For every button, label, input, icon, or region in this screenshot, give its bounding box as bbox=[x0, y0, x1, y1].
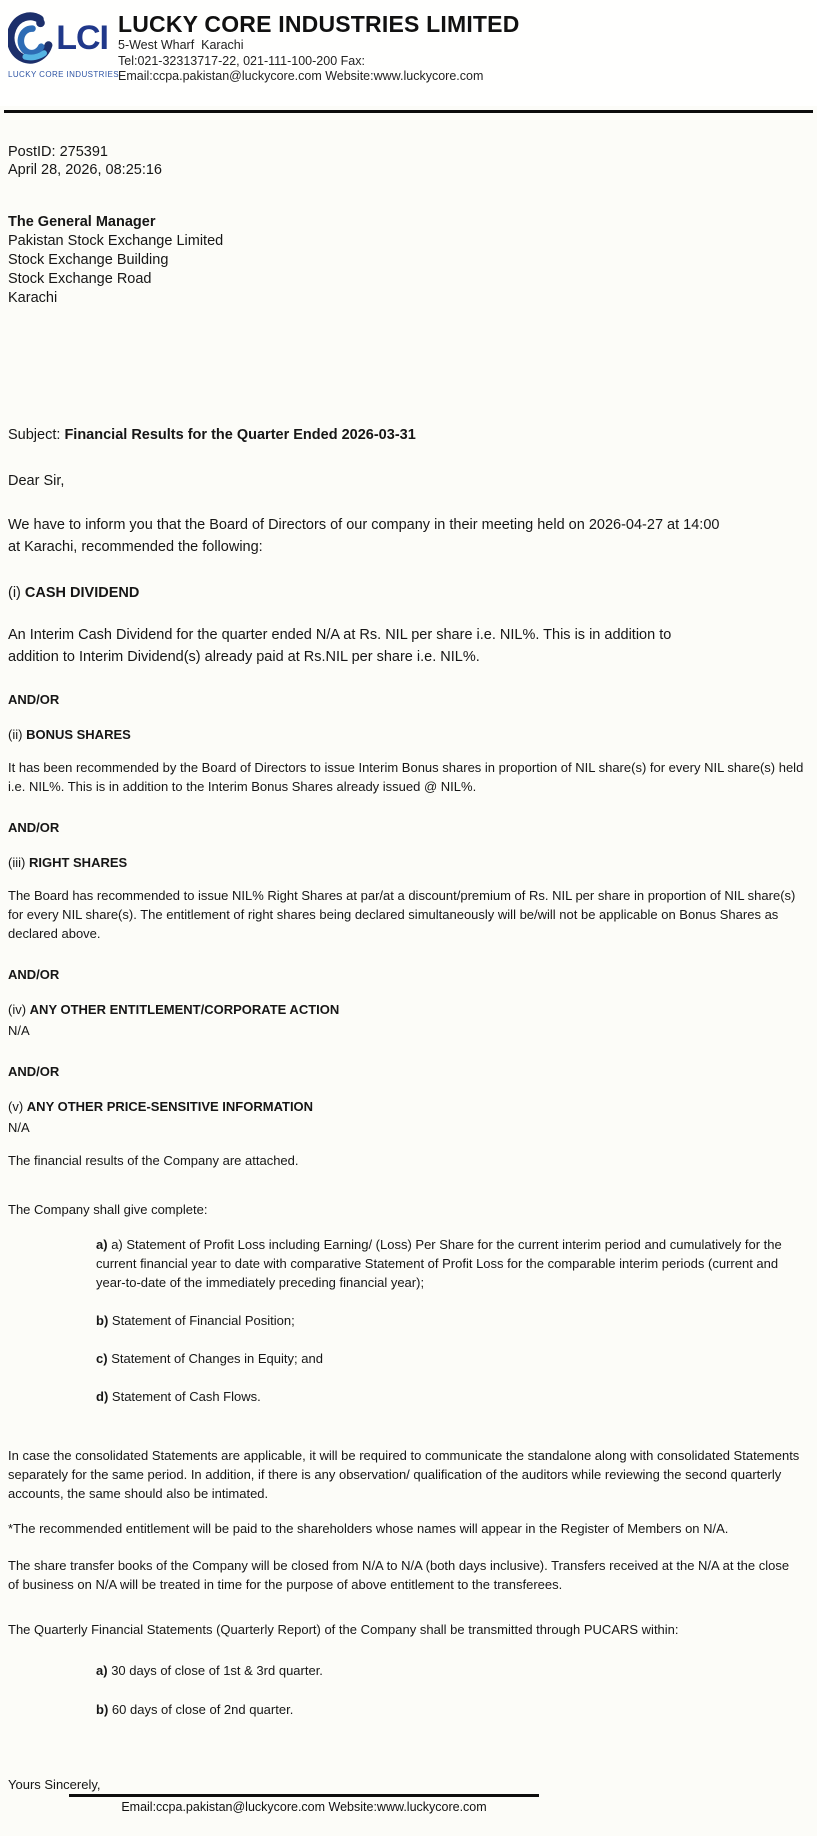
section-number: (v) bbox=[8, 1099, 24, 1114]
list-marker: b) bbox=[96, 1313, 109, 1328]
section-title: RIGHT SHARES bbox=[28, 855, 128, 870]
deadline-list bbox=[8, 1661, 809, 1719]
post-id: PostID: 275391 bbox=[8, 144, 108, 160]
transfer-books-paragraph bbox=[8, 1556, 809, 1594]
section-body-price-sensitive: N/A bbox=[8, 1120, 30, 1135]
transfer-books-line: of business on N/A will be treated in time for the purpose of above entitlement to the transferees. bbox=[8, 1577, 563, 1592]
subject-label: Subject: bbox=[8, 427, 61, 443]
section-number: (iii) bbox=[8, 855, 26, 870]
section-heading-right-shares bbox=[8, 853, 809, 872]
recipient-line: Karachi bbox=[8, 290, 58, 306]
section-body-bonus-shares: It has been recommended by the Board of Directors to issue Interim Bonus shares in proportion of NIL share(s) for every NIL share(s) held i.e. NIL%. This is in addition to the Interim Bonus Shares already issued @ NIL%. bbox=[8, 760, 804, 794]
section-title: ANY OTHER PRICE-SENSITIVE INFORMATION bbox=[26, 1099, 314, 1114]
post-meta bbox=[8, 143, 809, 179]
list-item bbox=[96, 1700, 795, 1719]
company-phone: Tel:021-32313717-22, 021-111-100-200 Fax: bbox=[118, 53, 365, 68]
section-heading-other-entitlement bbox=[8, 1000, 809, 1019]
logo-swirl-icon bbox=[8, 9, 54, 67]
closing-salutation: Yours Sincerely, bbox=[8, 1777, 101, 1792]
attached-note: The financial results of the Company are attached. bbox=[8, 1153, 299, 1168]
subject-text: Financial Results for the Quarter Ended 2026-03-31 bbox=[64, 427, 416, 443]
letterhead-text bbox=[118, 9, 520, 85]
intro-paragraph: We have to inform you that the Board of Directors of our company in their meeting held on 2026-04-27 at 14:00 at Karachi, recommended the following: bbox=[8, 517, 720, 555]
company-address: 5-West Wharf Karachi bbox=[118, 38, 244, 52]
footer-contact: Email:ccpa.pakistan@luckycore.com Website:www.luckycore.com bbox=[121, 1800, 487, 1814]
complete-note: The Company shall give complete: bbox=[8, 1202, 208, 1217]
section-title: BONUS SHARES bbox=[26, 727, 131, 742]
logo-acronym: LCI bbox=[56, 18, 108, 57]
section-body-right-shares: The Board has recommended to issue NIL% Right Shares at par/at a discount/premium of Rs. NIL per share in proportion of NIL share(s) for every NIL share(s). The entitlement of right shares being declared simultaneously will be/will not be applicable on Bonus Shares as declared above. bbox=[8, 888, 796, 941]
section-body-cash-dividend: An Interim Cash Dividend for the quarter ended N/A at Rs. NIL per share i.e. NIL%. This is in addition to addition to Interim Dividend(s) already paid at Rs.NIL per share i.e. NIL%. bbox=[8, 627, 672, 665]
header-divider bbox=[4, 110, 813, 113]
subject-line bbox=[8, 424, 809, 446]
list-text: 60 days of close of 2nd quarter. bbox=[111, 1702, 294, 1717]
list-text: Statement of Changes in Equity; and bbox=[111, 1351, 323, 1366]
section-title: CASH DIVIDEND bbox=[24, 585, 140, 601]
list-marker: a) bbox=[96, 1237, 108, 1252]
letter-body bbox=[0, 143, 817, 1794]
consolidated-paragraph: In case the consolidated Statements are applicable, it will be required to communicate the standalone along with consolidated Statements separately for the same period. In addition, if there is any observation/ qualification of the auditors while reviewing the second quarterly accounts, the same should also be intimated. bbox=[8, 1448, 800, 1501]
recipient-title: The General Manager bbox=[8, 214, 156, 230]
section-number: (iv) bbox=[8, 1002, 27, 1017]
list-marker: b) bbox=[96, 1702, 109, 1717]
and-or-separator: AND/OR bbox=[8, 1064, 60, 1079]
salutation: Dear Sir, bbox=[8, 473, 65, 489]
letterhead bbox=[0, 0, 817, 106]
section-heading-price-sensitive bbox=[8, 1097, 809, 1116]
recipient-line: Stock Exchange Road bbox=[8, 271, 152, 287]
list-text: 30 days of close of 1st & 3rd quarter. bbox=[111, 1663, 323, 1678]
recipient-line: Stock Exchange Building bbox=[8, 252, 169, 268]
pucars-paragraph: The Quarterly Financial Statements (Quarterly Report) of the Company shall be transmitted through PUCARS within: bbox=[8, 1622, 679, 1637]
list-item bbox=[96, 1661, 795, 1680]
section-body-other-entitlement: N/A bbox=[8, 1023, 30, 1038]
recipient-line: Pakistan Stock Exchange Limited bbox=[8, 233, 224, 249]
list-item bbox=[96, 1349, 795, 1368]
company-logo bbox=[8, 9, 119, 79]
list-text: a) Statement of Profit Loss including Earning/ (Loss) Per Share for the current interim period and cumulatively for the current financial year to date with comparative Statement of Profit Loss for the comparable interim periods (current and year-to-date of the immediately preceding financial year); bbox=[96, 1237, 782, 1290]
list-marker: c) bbox=[96, 1351, 108, 1366]
section-number: (ii) bbox=[8, 727, 23, 742]
list-marker: d) bbox=[96, 1389, 109, 1404]
transfer-books-line: The share transfer books of the Company will be closed from N/A to N/A (both days inclusive). Transfers received at the N/A at the close bbox=[8, 1558, 790, 1573]
and-or-separator: AND/OR bbox=[8, 820, 60, 835]
list-text: Statement of Cash Flows. bbox=[111, 1389, 261, 1404]
recipient-block bbox=[8, 213, 809, 308]
section-heading-cash-dividend bbox=[8, 582, 809, 604]
post-datetime: April 28, 2026, 08:25:16 bbox=[8, 162, 162, 178]
logo-tagline: LUCKY CORE INDUSTRIES bbox=[8, 70, 119, 79]
list-item bbox=[96, 1387, 795, 1406]
footer bbox=[69, 1794, 539, 1814]
list-item bbox=[96, 1311, 795, 1330]
company-email: Email:ccpa.pakistan@luckycore.com Website:www.luckycore.com bbox=[118, 69, 484, 83]
company-name: LUCKY CORE INDUSTRIES LIMITED bbox=[118, 11, 520, 37]
list-text: Statement of Financial Position; bbox=[111, 1313, 295, 1328]
list-item bbox=[96, 1235, 795, 1292]
statement-list bbox=[8, 1235, 809, 1406]
and-or-separator: AND/OR bbox=[8, 692, 60, 707]
section-number: (i) bbox=[8, 585, 21, 601]
list-marker: a) bbox=[96, 1663, 108, 1678]
and-or-separator: AND/OR bbox=[8, 967, 60, 982]
entitlement-paragraph: *The recommended entitlement will be paid to the shareholders whose names will appear in the Register of Members on N/A. bbox=[8, 1521, 729, 1536]
section-heading-bonus-shares bbox=[8, 725, 809, 744]
section-title: ANY OTHER ENTITLEMENT/CORPORATE ACTION bbox=[29, 1002, 340, 1017]
